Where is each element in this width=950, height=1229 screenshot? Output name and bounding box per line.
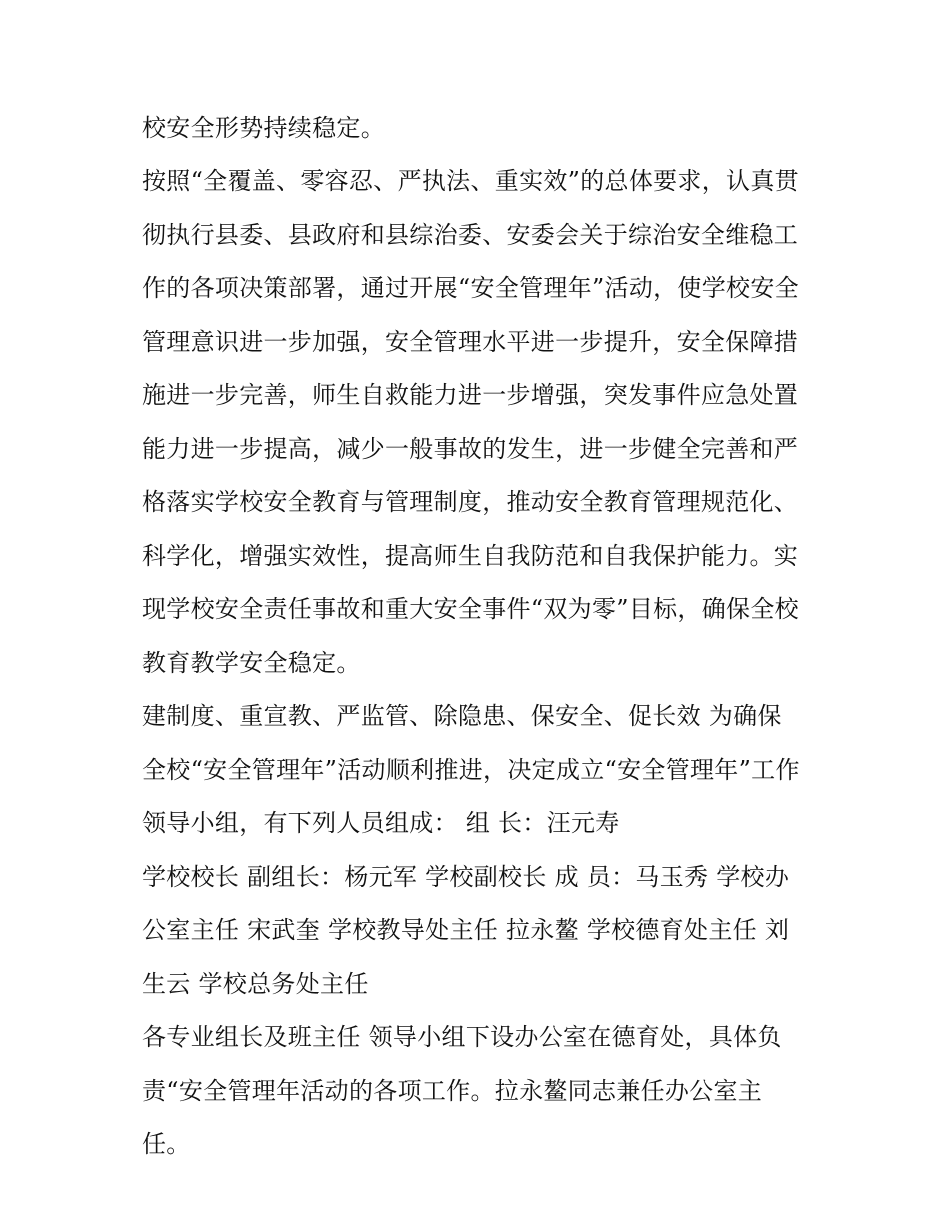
text-line-14: 领导小组，有下列人员组成： 组 长：汪元寿 [142,809,620,837]
text-line-17: 生云 学校总务处主任 [142,970,369,998]
text-line-20: 任。 [142,1130,191,1158]
text-line-9: 科学化，增强实效性，提高师生自我防范和自我保护能力。实 [142,542,799,570]
text-line-15: 学校校长 副组长：杨元军 学校副校长 成 员：马玉秀 学校办 [142,863,790,891]
text-line-13: 全校“安全管理年”活动顺利推进，决定成立“安全管理年”工作 [142,756,800,784]
text-line-12: 建制度、重宣教、严监管、除隐患、保安全、促长效 为确保 [142,702,782,730]
text-line-7: 能力进一步提高，减少一般事故的发生，进一步健全完善和严 [142,435,799,463]
text-line-18: 各专业组长及班主任 领导小组下设办公室在德育处，具体负 [142,1023,782,1051]
text-line-1: 校安全形势持续稳定。 [142,114,385,142]
text-line-10: 现学校安全责任事故和重大安全事件“双为零”目标，确保全校 [142,595,799,623]
text-line-8: 格落实学校安全教育与管理制度，推动安全教育管理规范化、 [142,488,799,516]
text-line-4: 作的各项决策部署，通过开展“安全管理年”活动，使学校安全 [142,274,799,302]
text-line-6: 施进一步完善，师生自救能力进一步增强，突发事件应急处置 [142,381,799,409]
text-line-16: 公室主任 宋武奎 学校教导处主任 拉永鳌 学校德育处主任 刘 [142,916,790,944]
text-line-5: 管理意识进一步加强，安全管理水平进一步提升，安全保障措 [142,328,799,356]
text-line-19: 责“安全管理年活动的各项工作。拉永鳌同志兼任办公室主 [142,1077,763,1105]
text-line-3: 彻执行县委、县政府和县综治委、安委会关于综治安全维稳工 [142,221,799,249]
text-line-11: 教育教学安全稳定。 [142,649,361,677]
text-line-2: 按照“全覆盖、零容忍、严执法、重实效”的总体要求，认真贯 [142,167,799,195]
